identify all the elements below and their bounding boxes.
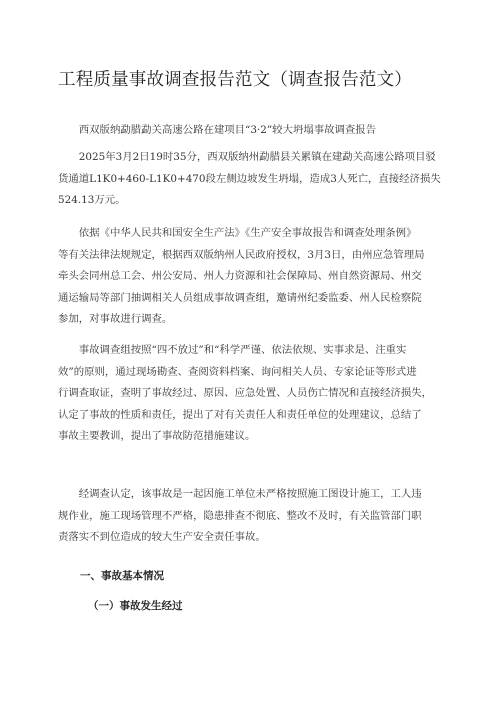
text-line: 参加，对事故进行调查。	[58, 313, 173, 326]
text-line: 经调查认定，该事故是一起因施工单位未严格按照施工图设计施工，工人违	[58, 488, 422, 500]
text-line: 事故调查组按照“四不放过”和“科学严谨、依法依规、实事求是、注重实	[58, 344, 407, 356]
report-subtitle-paragraph	[58, 120, 444, 142]
text-line: 效”的原则，通过现场勘查、查阅资料档案、询问相关人员、专家论证等形式进	[58, 365, 417, 378]
text-line: 524.13万元。	[58, 194, 126, 207]
legal-basis-paragraph	[58, 223, 444, 331]
investigation-process-paragraph	[58, 340, 444, 448]
text-line: 牵头会同州总工会、州公安局、州人力资源和社会保障局、州自然资源局、州交	[58, 270, 422, 283]
text-line: 行调查取证，查明了事故经过、原因、应急处置、人员伤亡情况和直接经济损失，	[58, 387, 433, 400]
document-title: 工程质量事故调查报告范文（调查报告范文）	[58, 70, 412, 90]
text-line: 责落实不到位造成的较大生产安全责任事故。	[58, 531, 266, 544]
text-line: 2025年3月2日19时35分，西双版纳州勐腊县关累镇在建勐关高速公路项目驳	[58, 151, 436, 163]
text-line: 依据《中华人民共和国安全生产法》《生产安全事故报告和调查处理条例》	[58, 227, 417, 239]
text-line: 西双版纳勐腊勐关高速公路在建项目“3·2”较大坍塌事故调查报告	[58, 124, 377, 136]
subsection-heading: （一）事故发生经过	[88, 600, 183, 612]
text-line: 规作业，施工现场管理不严格，隐患排查不彻底、整改不及时，有关监管部门职	[58, 509, 422, 522]
text-line: 通运输局等部门抽调相关人员组成事故调查组，邀请州纪委监委、州人民检察院	[58, 291, 422, 304]
section-heading: 一、事故基本情况	[80, 570, 164, 582]
text-line: 事故主要教训，提出了事故防范措施建议。	[58, 430, 256, 443]
text-line: 货通道L1K0+460-L1K0+470段左侧边坡发生坍塌，造成3人死亡，直接经济损失	[58, 172, 441, 185]
incident-summary-paragraph	[58, 147, 444, 212]
text-line: 认定了事故的性质和责任，提出了对有关责任人和责任单位的处理建议，总结了	[58, 408, 422, 421]
conclusion-paragraph	[58, 484, 444, 549]
text-line: 等有关法律法规规定，根据西双版纳州人民政府授权，3月3日，由州应急管理局	[58, 248, 425, 261]
